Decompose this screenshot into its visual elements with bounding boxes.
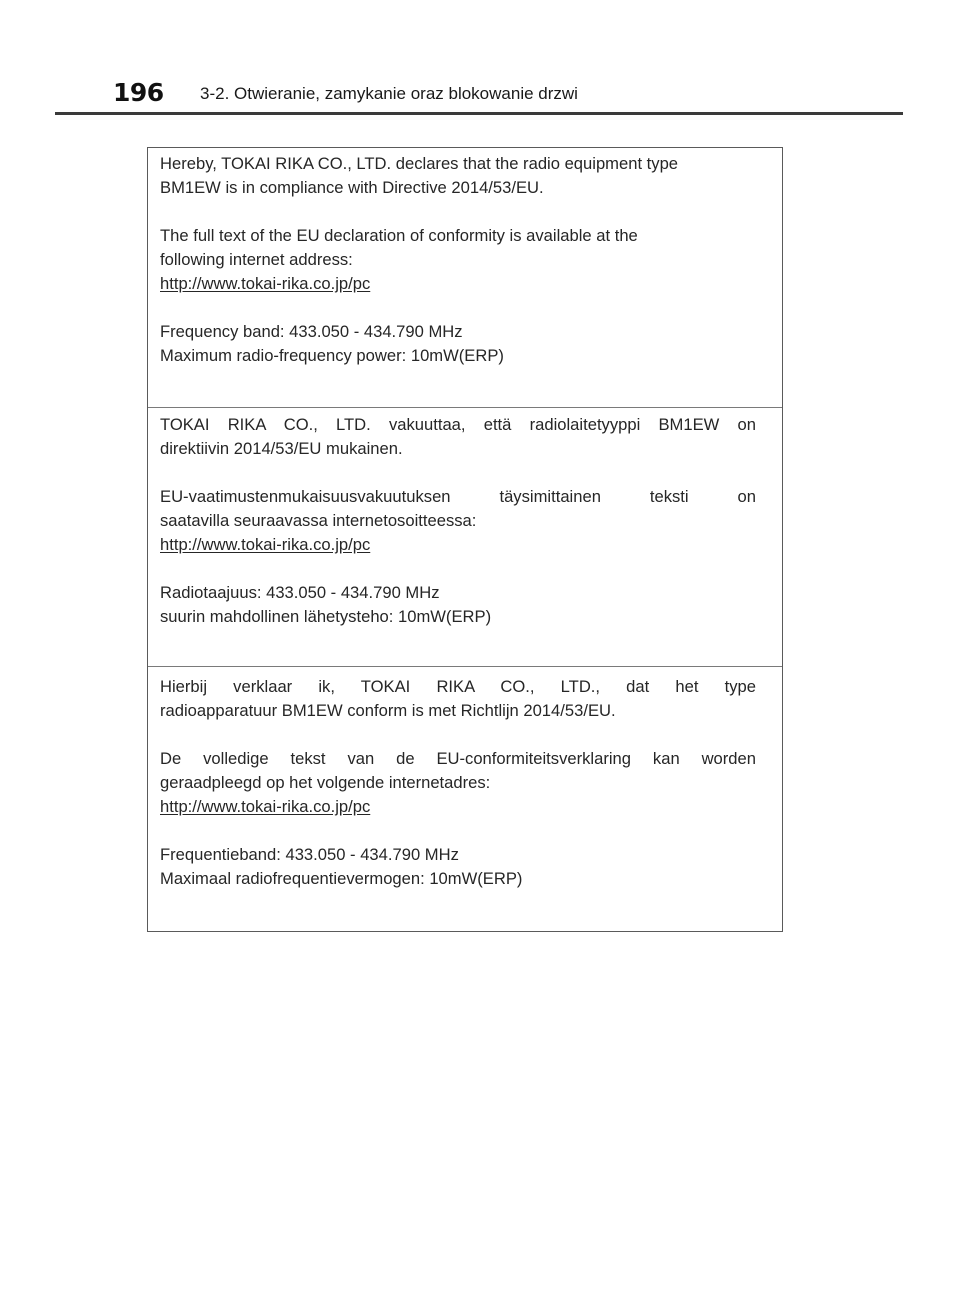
compliance-statement [160,413,756,461]
page-number: 196 [113,78,164,107]
declaration-section-finnish [148,413,782,629]
full-text-line: De volledige tekst van de EU-conformiteitsverklaring kan worden [160,749,756,768]
full-text-notice [160,485,756,557]
full-text-line: The full text of the EU declaration of conformity is available at the [160,226,638,245]
full-text-notice [160,224,756,296]
max-power: Maximum radio-frequency power: 10mW(ERP) [160,346,504,365]
radio-specs [160,320,756,368]
max-power: suurin mahdollinen lähetysteho: 10mW(ERP) [160,607,492,626]
max-power: Maximaal radiofrequentievermogen: 10mW(ERP) [160,869,523,888]
chapter-title: 3-2. Otwieranie, zamykanie oraz blokowanie drzwi [200,84,578,103]
page-header [0,0,960,120]
frequency-band: Radiotaajuus: 433.050 - 434.790 MHz [160,583,440,602]
header-rule [55,112,903,115]
frequency-band: Frequentieband: 433.050 - 434.790 MHz [160,845,459,864]
declaration-url-link[interactable]: http://www.tokai-rika.co.jp/pc [160,797,371,816]
compliance-line: BM1EW is in compliance with Directive 2014/53/EU. [160,178,544,197]
full-text-line: geraadpleegd op het volgende internetadres: [160,773,491,792]
frequency-band: Frequency band: 433.050 - 434.790 MHz [160,322,463,341]
declaration-box [147,147,783,932]
compliance-line: Hierbij verklaar ik, TOKAI RIKA CO., LTD., dat het type [160,677,756,696]
radio-specs [160,581,756,629]
section-divider [148,407,782,408]
full-text-line: following internet address: [160,250,353,269]
compliance-statement [160,152,756,200]
compliance-line: Hereby, TOKAI RIKA CO., LTD. declares that the radio equipment type [160,154,679,173]
radio-specs [160,843,756,891]
declaration-section-dutch [148,675,782,891]
compliance-line: TOKAI RIKA CO., LTD. vakuuttaa, että radiolaitetyyppi BM1EW on [160,415,756,434]
declaration-url-link[interactable]: http://www.tokai-rika.co.jp/pc [160,535,371,554]
compliance-line: radioapparatuur BM1EW conform is met Richtlijn 2014/53/EU. [160,701,616,720]
full-text-line: EU-vaatimustenmukaisuusvakuutuksen täysimittainen teksti on [160,487,756,506]
full-text-notice [160,747,756,819]
declaration-section-english [148,152,782,368]
compliance-line: direktiivin 2014/53/EU mukainen. [160,439,403,458]
compliance-statement [160,675,756,723]
declaration-url-link[interactable]: http://www.tokai-rika.co.jp/pc [160,274,371,293]
section-divider [148,666,782,667]
full-text-line: saatavilla seuraavassa internetosoitteessa: [160,511,477,530]
